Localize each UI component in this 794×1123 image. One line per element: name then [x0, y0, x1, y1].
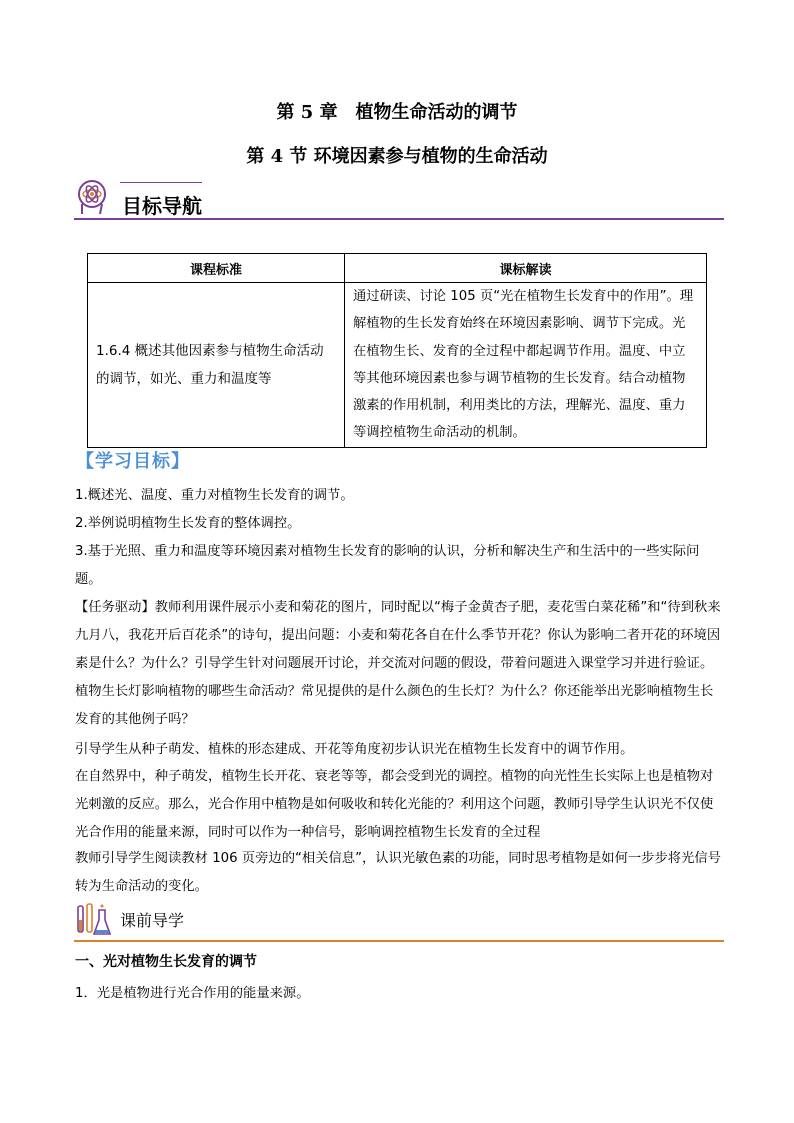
table-header-standard: 课程标准 — [88, 254, 345, 283]
body-paragraph: 教师引导学生阅读教材 106 页旁边的“相关信息”，认识光敏色素的功能，同时思考植物是如何一步步将光信号转为生命活动的变化。 — [75, 851, 721, 894]
goal-item: 3.基于光照、重力和温度等环境因素对植物生长发育的影响的认识，分析和解决生产和生活中的一些实际问题。 — [75, 544, 700, 587]
brain-atom-icon — [74, 178, 114, 218]
target-navigation-label: 目标导航 — [122, 194, 202, 218]
table-row — [88, 283, 707, 448]
header-top-rule — [120, 182, 202, 183]
target-navigation-header — [74, 176, 724, 220]
chapter-title: 第 5 章 植物生命活动的调节 — [276, 102, 518, 123]
header-bottom-rule — [74, 218, 724, 220]
table-header-interpretation: 课标解读 — [345, 254, 707, 283]
section-title: 第 4 节 环境因素参与植物的生命活动 — [246, 146, 548, 167]
task-driven-paragraph: 【任务驱动】教师利用课件展示小麦和菊花的图片，同时配以“梅子金黄杏子肥，麦花雪白菜花稀”和“待到秋来九月八，我花开后百花杀”的诗句，提出问题：小麦和菊花各自在什么季节开花？你认为影响二者开花的环境因素是什么？为什么？引导学生针对问题展开讨论，并交流对问题的假设，带着问题进入课堂学习并进行验证。植物生长灯影响植物的哪些生命活动？常见提供的是什么颜色的生长灯？为什么？你还能举出光影响植物生长发育的其他例子吗？ — [75, 600, 721, 727]
standards-table — [87, 253, 707, 448]
lab-flask-icon — [74, 900, 114, 940]
pre-study-header — [74, 900, 724, 942]
learning-goals-title: 【学习目标】 — [76, 451, 190, 472]
goal-item: 2.举例说明植物生长发育的整体调控。 — [75, 516, 301, 531]
section-one-item: 1．光是植物进行光合作用的能量来源。 — [75, 986, 310, 1001]
body-paragraph: 引导学生从种子萌发、植株的形态建成、开花等角度初步认识光在植物生长发育中的调节作用。 — [75, 742, 634, 757]
pre-study-rule — [74, 940, 724, 942]
section-one-heading: 一、光对植物生长发育的调节 — [75, 954, 257, 970]
table-header-row — [88, 254, 707, 283]
body-paragraph: 在自然界中，种子萌发，植物生长开花、衰老等等，都会受到光的调控。植物的向光性生长实际上也是植物对光刺激的反应。那么，光合作用中植物是如何吸收和转化光能的？利用这个问题，教师引导学生认识光不仅使光合作用的能量来源，同时可以作为一种信号，影响调控植物生长发育的全过程 — [75, 769, 714, 840]
interpretation-cell: 通过研读、讨论 105 页“光在植物生长发育中的作用”。理解植物的生长发育始终在环境因素影响、调节下完成。光在植物生长、发育的全过程中都起调节作用。温度、中立等其他环境因素也参与调节植物的生长发育。结合动植物激素的作用机制，利用类比的方法，理解光、温度、重力等调控植物生命活动的机制。 — [345, 283, 707, 448]
pre-study-label: 课前导学 — [120, 911, 185, 930]
standard-cell: 1.6.4 概述其他因素参与植物生命活动的调节，如光、重力和温度等 — [88, 283, 345, 448]
goal-item: 1.概述光、温度、重力对植物生长发育的调节。 — [75, 488, 354, 503]
